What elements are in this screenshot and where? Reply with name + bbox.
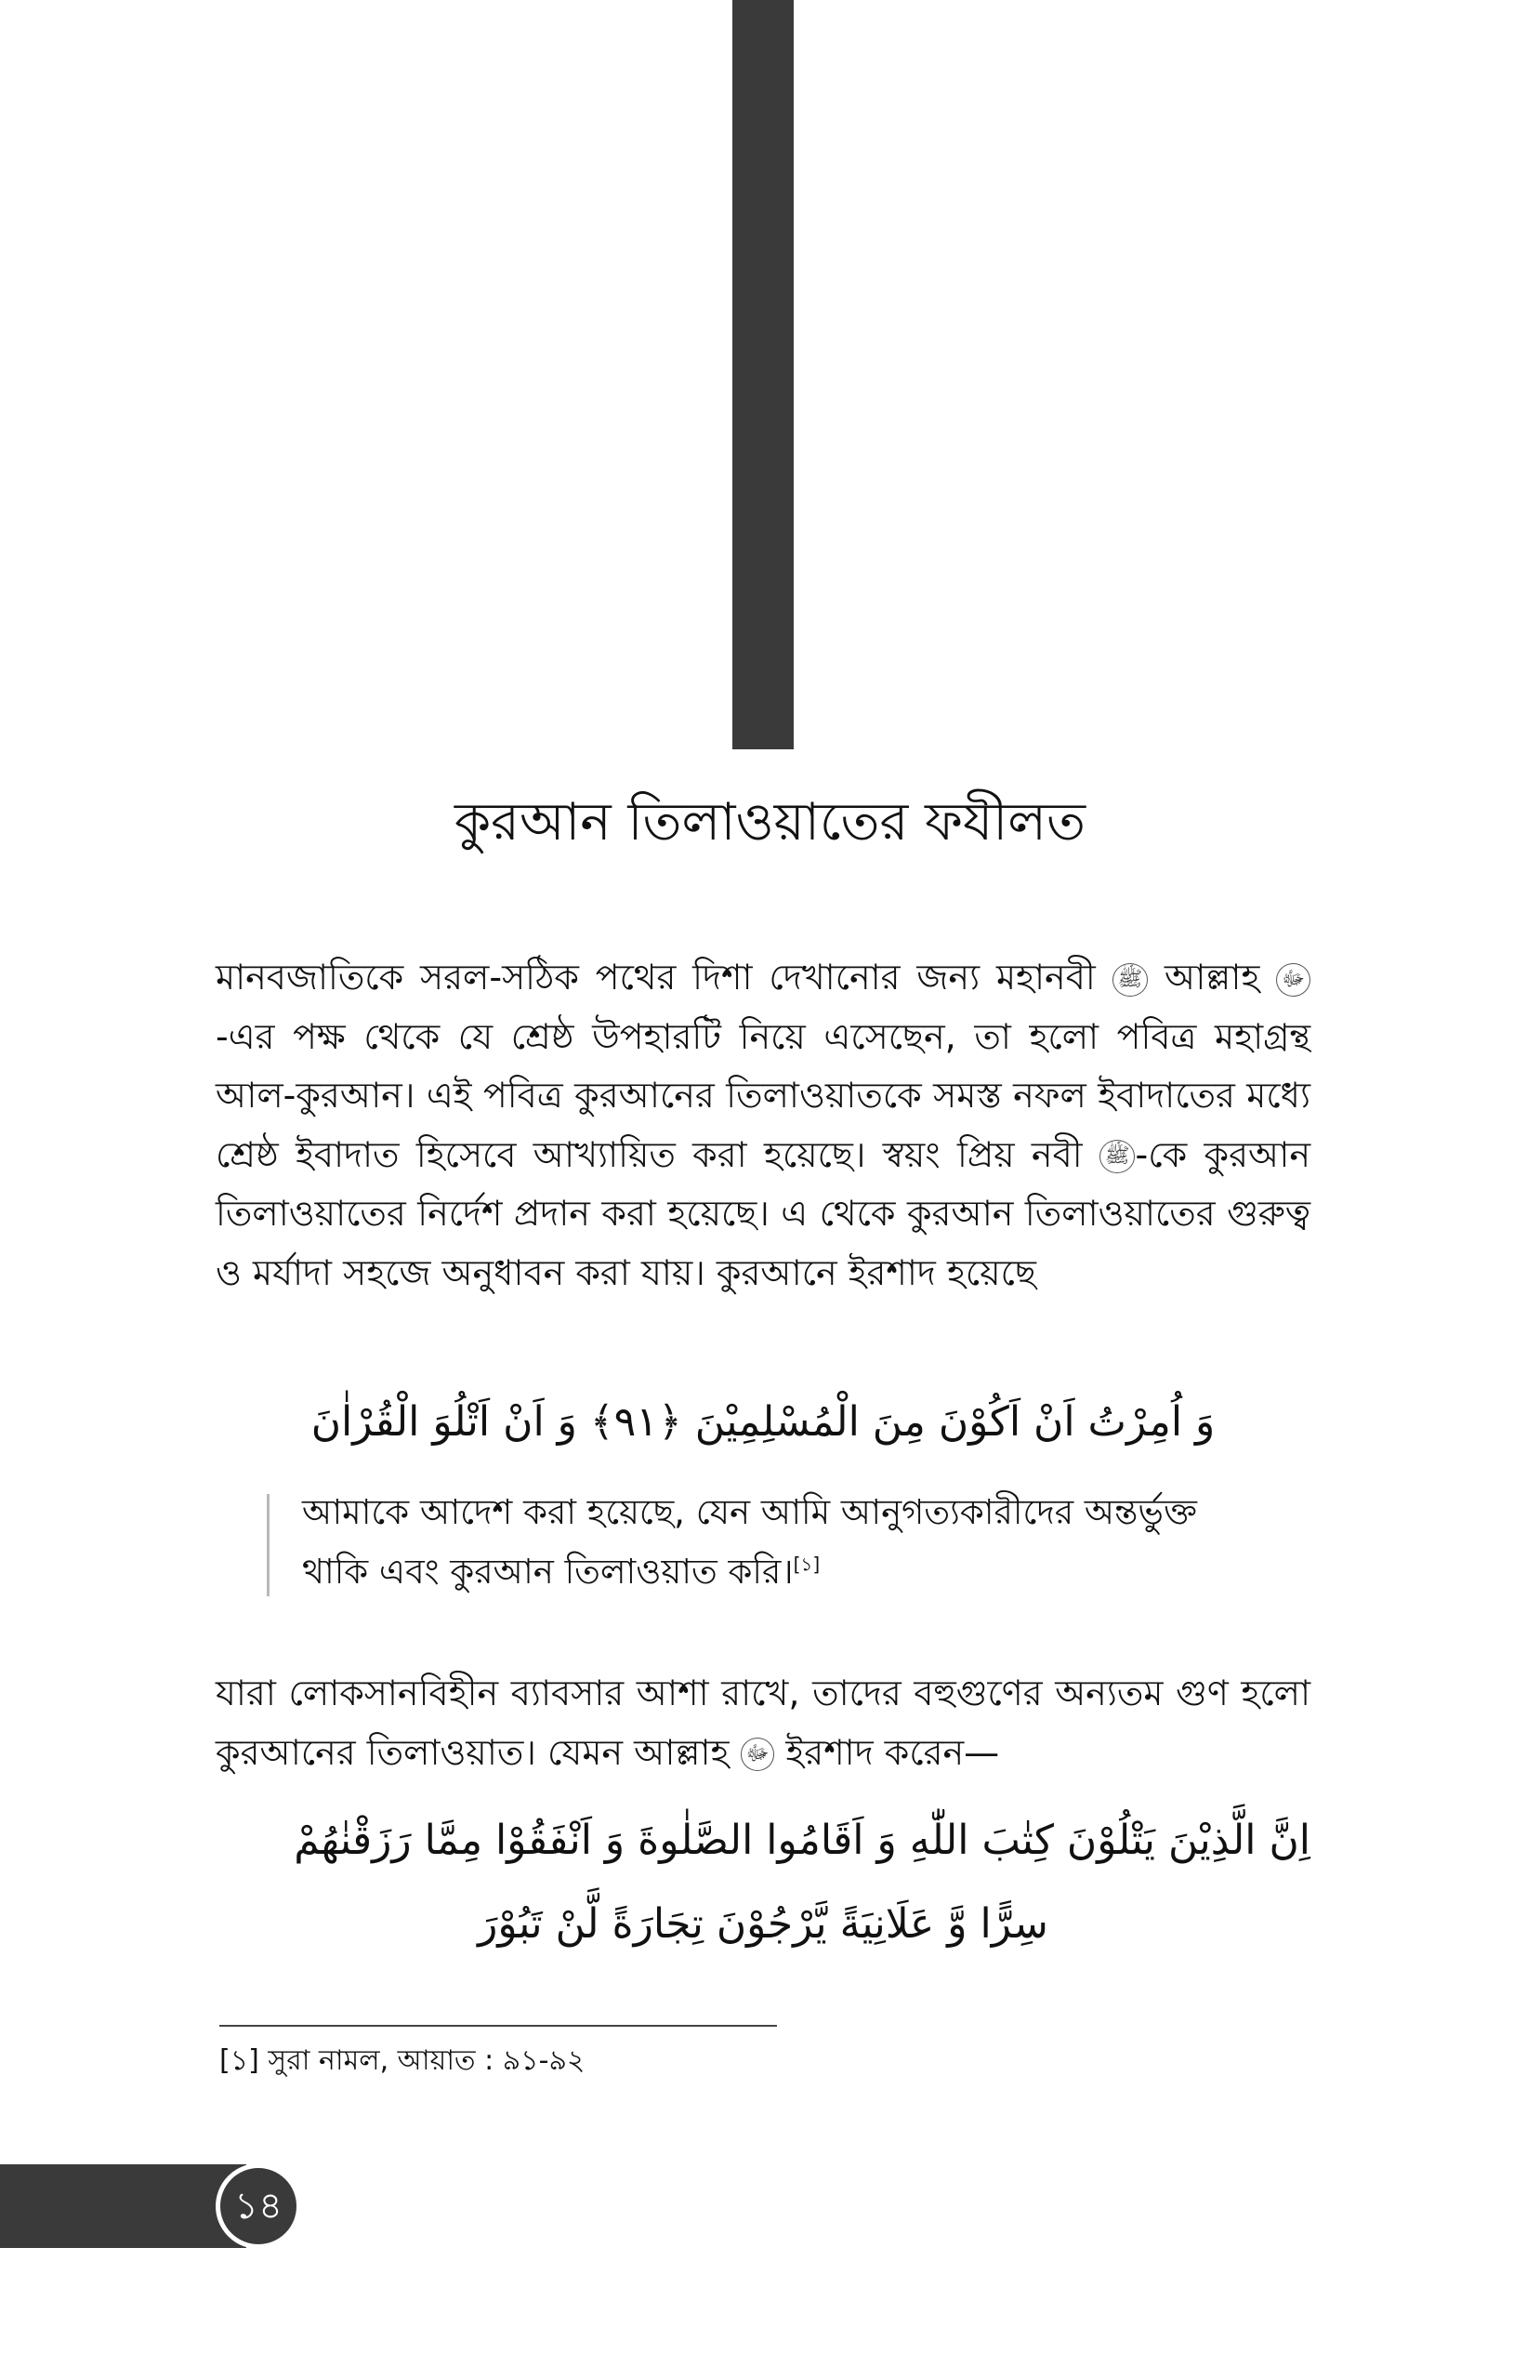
quran-verse-arabic-line1: اِنَّ الَّذِيْنَ يَتْلُوْنَ كِتٰبَ اللّٰهِ وَ اَقَامُوا الصَّلٰوةَ وَ اَنْفَقُوْا مِمَّا رَزَقْنٰهُمْ [294, 1817, 1310, 1864]
honorific-allah-icon: ﷻ [741, 1738, 775, 1771]
honorific-allah-icon: ﷻ [1276, 963, 1310, 997]
chapter-title: কুরআন তিলাওয়াতের ফযীলত [454, 792, 1086, 853]
paragraph-intro-part1: মানবজাতিকে সরল-সঠিক পথের দিশা দেখানোর জন্য মহানবী [216, 957, 1112, 998]
honorific-pbuh-icon: ﷺ [1112, 963, 1149, 997]
page-number-band [0, 2164, 246, 2248]
paragraph-trade-part2: ইরশাদ করেন— [774, 1731, 1000, 1773]
footnote: [১] সুরা নামল, আয়াত : ৯১-৯২ [219, 2044, 586, 2077]
footnote-marker[interactable]: [১] [793, 1553, 821, 1576]
chapter-decor-bar [732, 0, 794, 749]
paragraph-trade [216, 1664, 1310, 1782]
paragraph-intro-part4: -কে কুরআন তিলাওয়াতের নির্দেশ প্রদান করা হয়েছে। এ থেকে কুরআন তিলাওয়াতের গুরুত্ব ও মর্যাদা সহজে অনুধাবন করা যায়। কুরআনে ইরশাদ হয়েছে [216, 1133, 1310, 1293]
quran-verse-arabic: وَ اُمِرْتُ اَنْ اَكُوْنَ مِنَ الْمُسْلِمِيْنَ ﴿٩١﴾ وَ اَنْ اَتْلُوَ الْقُرْاٰنَ [310, 1398, 1216, 1446]
paragraph-intro [216, 948, 1310, 1302]
verse-translation-text: আমাকে আদেশ করা হয়েছে, যেন আমি আনুগত্যকারীদের অন্তর্ভুক্ত থাকি এবং কুরআন তিলাওয়াত করি। [302, 1492, 1197, 1592]
paragraph-intro-part2: আল্লাহ [1148, 957, 1277, 998]
paragraph-intro-part3: -এর পক্ষ থেকে যে শ্রেষ্ঠ উপহারটি নিয়ে এসেছেন, তা হলো পবিত্র মহাগ্রন্থ আল-কুরআন। এই পবিত্র কুরআনের তিলাওয়াতকে সমস্ত নফল ইবাদাতের মধ্যে শ্রেষ্ঠ ইবাদাত হিসেবে আখ্যায়িত করা হয়েছে। স্বয়ং প্রিয় নবী [216, 1015, 1310, 1175]
footnote-divider [219, 2025, 777, 2027]
verse-translation [302, 1483, 1250, 1602]
paragraph-trade-part1: যারা লোকসানবিহীন ব্যাবসার আশা রাখে, তাদের বহুগুণের অন্যতম গুণ হলো কুরআনের তিলাওয়াত। যেমন আল্লাহ [216, 1673, 1310, 1773]
honorific-pbuh-icon: ﷺ [1099, 1140, 1136, 1173]
page-number: ১৪ [216, 2163, 301, 2249]
quote-bar [267, 1494, 270, 1596]
quran-verse-arabic-line2: سِرًّا وَّ عَلَانِيَةً يَّرْجُوْنَ تِجَارَةً لَّنْ تَبُوْرَ [478, 1900, 1048, 1948]
